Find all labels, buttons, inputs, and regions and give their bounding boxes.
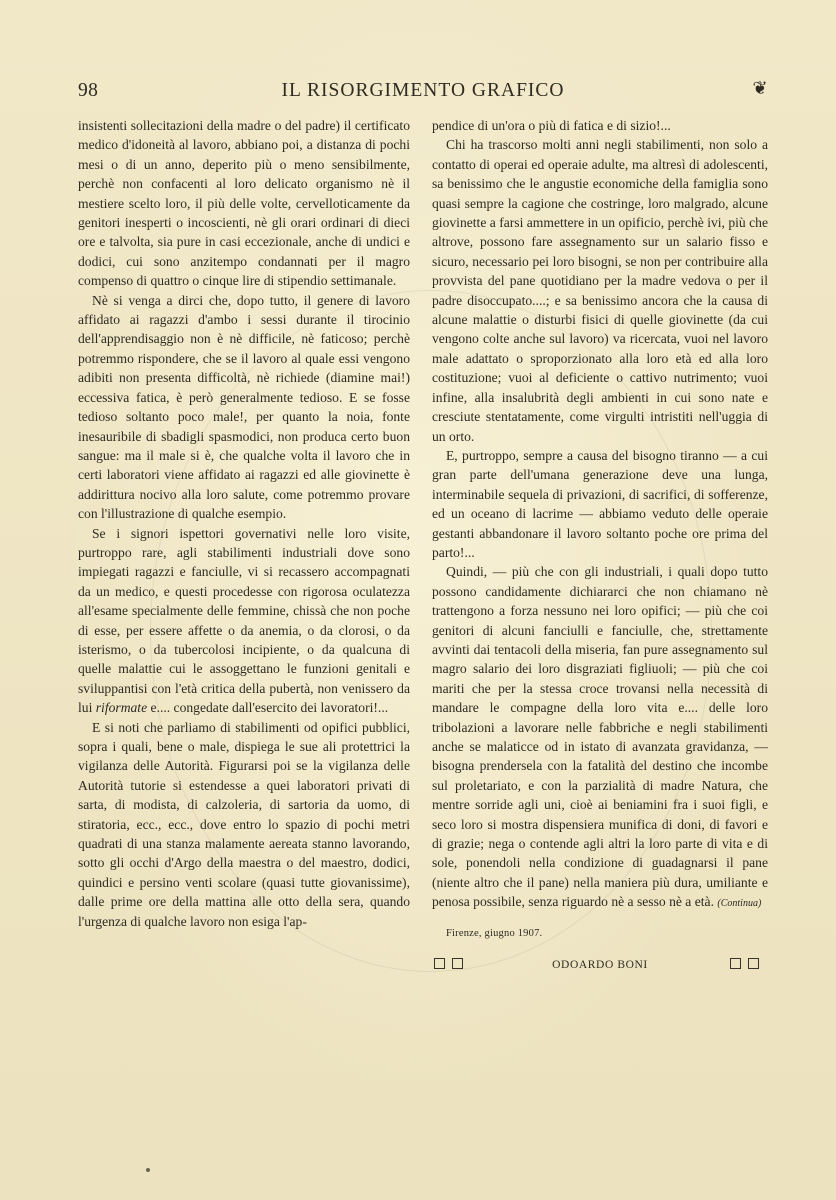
signature-line [432,955,768,975]
dateline: Firenze, giugno 1907. [446,927,543,939]
paper-speck [146,1168,150,1172]
paragraph [432,562,768,913]
continua-note: (Continua) [717,898,762,910]
paragraph [78,524,410,718]
paragraph-text: e.... congedate dall'esercito dei lavoratori!... [150,700,389,716]
running-header [78,78,768,108]
paragraph: Chi ha trascorso molti anni negli stabilimenti, non solo a contatto di operai ed operaie adulte, ma altresì di adolescenti, sa benissimo che le angustie economiche della famiglia sono quasi sempre la cagione che costringe, loro malgrado, alcune giovinette a farsi ammettere in un opificio, perchè ivi, più che altrove, possono fare assegnamento sur un salario fisso e sicuro, necessario pei loro bisogni, se non per contribuire alla provvista del pane quotidiano per la madre vedova o per il padre disoccupato....; e sa benissimo ancora che la causa di alcune malattie o disturbi fisici di quelle giovinette (da cui vengono colte anche sul lavoro) va ricercata, vuoi nel lavoro male adattato o sproporzionato alla loro età ed alla loro costituzione; vuoi al deficiente o cattivo nutrimento; vuoi infine, alla insalubrità degli ambienti in cui sono nate e cresciute stentatamente, come virgulti intristiti nell'uggia di un orto. [432,137,768,444]
paragraph: insistenti sollecitazioni della madre o del padre) il certificato medico d'idoneità al lavoro, abbiano poi, a distanza di pochi mesi o di un anno, deperito più o meno sensibilmente, perchè non confacenti al loro delicato organismo nè il mestiere scelto loro, il più delle volte, cervelloticamente da genitori inesperti o incoscienti, nè gli orari ordinari di dieci ore e talvolta, sia pure in casi eccezionale, anche di undici e dodici, cui sono anzitempo condannati per il magro compenso di quattro o cinque lire di stipendio settimanale. [78,118,410,289]
paragraph-text: Se i signori ispettori governativi nelle loro visite, purtroppo rare, agli stabilimenti industriali dove sono impiegati ragazzi e fanciulle, vi si recassero accompagnati da un medico, e questi procedesse con rigorosa oculatezza all'esame specialmente delle femmine, chissà che non poche di esse, per essere affette o da anemia, o da clorosi, o da isterismo, o da tubercolosi incipiente, o da qualcuna di quelle malattie cui le assoggettano le funzioni genitali e sviluppantisi con l'età critica della pubertà, non venissero da lui [78,525,410,716]
paragraph: E, purtroppo, sempre a causa del bisogno tiranno — a cui gran parte dell'umana generazione deve una lunga, interminabile sequela di privazioni, di sacrifici, di sofferenze, ed un oceano di lacrime — abbiamo veduto delle operaie gestanti abbandonare il lavoro soltanto poche ore prima del parto!... [432,447,768,560]
fleuron-ornament-icon: ❦ [752,78,768,98]
journal-title: IL RISORGIMENTO GRAFICO [281,80,565,101]
paragraph: Nè si venga a dirci che, dopo tutto, il genere di lavoro affidato ai ragazzi d'ambo i sessi durante il tirocinio dell'apprendisaggio non è nè difficile, nè faticoso; perchè potremmo rispondere, che se il lavoro al quale essi vengono adibiti non presenta difficoltà, nè richiede (diamine mai!) eccessiva fatica, è però generalmente tedioso. E se fosse tedioso soltanto poco male!, per quanto la noia, fonte inesauribile di sbadigli spasmodici, non produca certo buon sangue: ma il male si è, che qualche volta il lavoro che in certi laboratori viene affidato ai ragazzi ed alle giovinette è addirittura nocivo alla loro salute, come potremmo provare con l'illustrazione di qualche esempio. [78,292,410,522]
left-column [78,116,410,931]
author-name: ODOARDO BONI [552,959,648,972]
paragraph: pendice di un'ora o più di fatica e di sizio!... [432,118,671,133]
paragraph-text: Quindi, — più che con gli industriali, i quali dopo tutto possono candidamente dichiararci che non chiamano nè trattengono a forza nessuno nei loro opifici; — più che coi genitori di alcuni fanciulli e fanciulle, che, strettamente avvinti dai tentacoli della miseria, fan pure assegnamento sul magro salario dei loro disgraziati figliuoli; — più che coi mariti che per la stessa croce trovansi nella necessità di mandare le compagne della loro vita e.... delle loro tribolazioni a lavorare nelle fabbriche e negli stabilimenti anche se malaticce od in istato di avanzata gravidanza, — bisogna prendersela con la fatalità del destino che incombe sul proletariato, e con la parzialità di madre Natura, che mentre sorride agli uni, cioè ai beniamini fra i suoi figli, e seco loro si mostra dispensiera munifica di doni, di favori e di grazie; nega o contende agli altri la loro parte di vita e di sole, ponendoli nella condizione di guadagnarsi il pane (niente altro che il pane) nella maniera più dura, umiliante e penosa possibile, senza riguardo nè a sesso nè a età. [432,564,768,910]
square-ornament-icon [730,957,766,976]
italic-word: riformate [95,700,148,716]
paragraph: E si noti che parliamo di stabilimenti od opifici pubblici, sopra i quali, bene o male, dispiega le sue ali protettrici la vigilanza delle Autorità. Figurarsi poi se la vigilanza delle Autorità tutorie si estendesse a quei laboratori privati di sarta, di modista, di calzoleria, di sartoria da uomo, di stiratoria, ecc., ecc., dove entro lo spazio di pochi metri quadrati di una stanza malamente aereata stanno lavorando, sotto gli occhi d'Argo della maestra o del maestro, dodici, quindici e persino venti scolare (quasi tutte giovanissime), dalle prime ore della mattina alle otto della sera, quando l'urgenza di qualche lavoro non esiga l'ap- [78,719,410,929]
page-number: 98 [78,80,99,101]
right-column [432,116,768,975]
